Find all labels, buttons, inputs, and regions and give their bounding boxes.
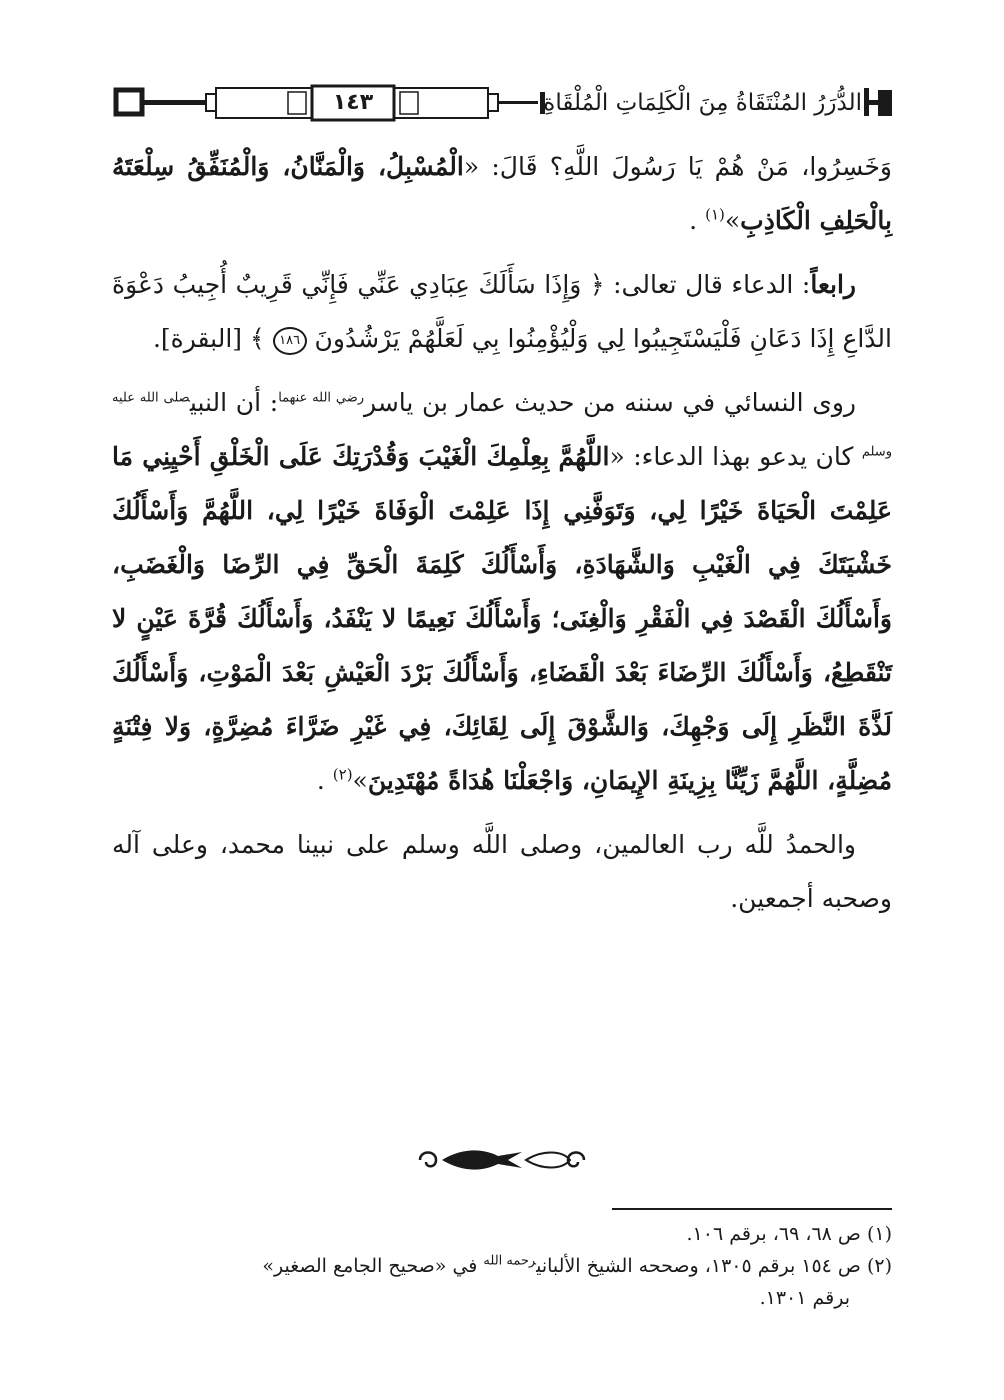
- text-run: »: [352, 766, 368, 795]
- page-number: ١٤٣: [332, 90, 374, 115]
- page-body: [112, 140, 892, 936]
- text-run: وَخَسِرُوا، مَنْ هُمْ يَا رَسُولَ اللَّهِ؟ قَالَ: «: [463, 152, 892, 181]
- text-run: : أن النبي: [189, 388, 279, 417]
- paragraph-nasai: [112, 376, 892, 808]
- quran-verse: وَإِذَا سَأَلَكَ عِبَادِي عَنِّي فَإِنِّي قَرِيبٌ أُجِيبُ دَعْوَةَ الدَّاعِ إِذَا دَعَانِ فَلْيَسْتَجِيبُوا لِي وَلْيُؤْمِنُوا بِي لَعَلَّهُمْ يَرْشُدُونَ: [112, 270, 892, 353]
- footnote-separator: [612, 1208, 892, 1210]
- footnote-2: [112, 1250, 892, 1282]
- dua-text: اللَّهُمَّ بِعِلْمِكَ الْغَيْبَ وَقُدْرَتِكَ عَلَى الْخَلْقِ أَحْيِنِي مَا عَلِمْتَ الْحَيَاةَ خَيْرًا لِي، وَتَوَفَّنِي إِذَا عَلِمْتَ الْوَفَاةَ خَيْرًا لِي، اللَّهُمَّ وَأَسْأَلُكَ خَشْيَتَكَ فِي الْغَيْبِ وَالشَّهَادَةِ، وَأَسْأَلُكَ كَلِمَةَ الْحَقِّ فِي الرِّضَا وَالْغَضَبِ، وَأَسْأَلُكَ الْقَصْدَ فِي الْفَقْرِ وَالْغِنَى؛ وَأَسْأَلُكَ نَعِيمًا لا يَنْفَدُ، وَأَسْأَلُكَ قُرَّةَ عَيْنٍ لا تَنْقَطِعُ، وَأَسْأَلُكَ الرِّضَاءَ بَعْدَ الْقَضَاءِ، وَأَسْأَلُكَ بَرْدَ الْعَيْشِ بَعْدَ الْمَوْتِ، وَأَسْأَلُكَ لَذَّةَ النَّظَرِ إِلَى وَجْهِكَ، وَالشَّوْقَ إِلَى لِقَائِكَ، فِي غَيْرِ ضَرَّاءَ مُضِرَّةٍ، وَلا فِتْنَةٍ مُضِلَّةٍ، اللَّهُمَّ زَيِّنَّا بِزِينَةِ الإِيمَانِ، وَاجْعَلْنَا هُدَاةً مُهْتَدِينَ: [112, 442, 892, 795]
- text-run: في «صحيح الجامع الصغير»: [262, 1255, 484, 1277]
- text-run: كان يدعو بهذا الدعاء: «: [609, 442, 862, 471]
- paragraph-closing: والحمدُ للَّه رب العالمين، وصلى اللَّه وسلم على نبينا محمد، وعلى آله وصحبه أجمعين.: [112, 830, 892, 913]
- text-run: .: [689, 206, 706, 235]
- salutation-symbol: صلى الله عليه وسلم: [112, 390, 892, 460]
- page-header: [112, 80, 892, 126]
- text-run: : الدعاء قال تعالى: ﴿: [581, 270, 811, 299]
- text-run: ﴾ [البقرة].: [152, 324, 273, 353]
- footnotes: [112, 1218, 892, 1314]
- footnote-ref-2[interactable]: (٢): [332, 765, 353, 784]
- text-run: »: [724, 206, 741, 235]
- ayah-number: ١٨٦: [273, 327, 307, 355]
- honorific-symbol: رحمه الله: [483, 1253, 537, 1269]
- honorific-symbol: رضي الله عنهما: [278, 390, 365, 406]
- footnote-2-continued: برقم ١٣٠١.: [759, 1287, 850, 1309]
- text-run: روى النسائي في سننه من حديث عمار بن ياسر: [364, 388, 856, 417]
- hadith-quote: الْمُسْبِلُ، وَالْمَنَّانُ، وَالْمُنَفِّقُ سِلْعَتَهُ بِالْحَلِفِ الْكَاذِبِ: [112, 152, 892, 235]
- footnote-1: (١) ص ٦٨، ٦٩، برقم ١٠٦.: [686, 1223, 892, 1245]
- paragraph-hadith-end: [112, 140, 892, 248]
- text-run: (٢) ص ١٥٤ برقم ١٣٠٥، وصححه الشيخ الألباني: [536, 1255, 892, 1277]
- paragraph-fourth: [112, 258, 892, 366]
- section-label: رابعاً: [810, 270, 856, 299]
- running-title: الدُّرَرُ المُنْتَقَاةُ مِنَ الْكَلِمَاتِ الْمُلْقَاةِ: [543, 90, 862, 116]
- ornament-divider: [402, 1140, 602, 1180]
- footnote-ref-1[interactable]: (١): [705, 205, 725, 224]
- text-run: .: [316, 766, 333, 795]
